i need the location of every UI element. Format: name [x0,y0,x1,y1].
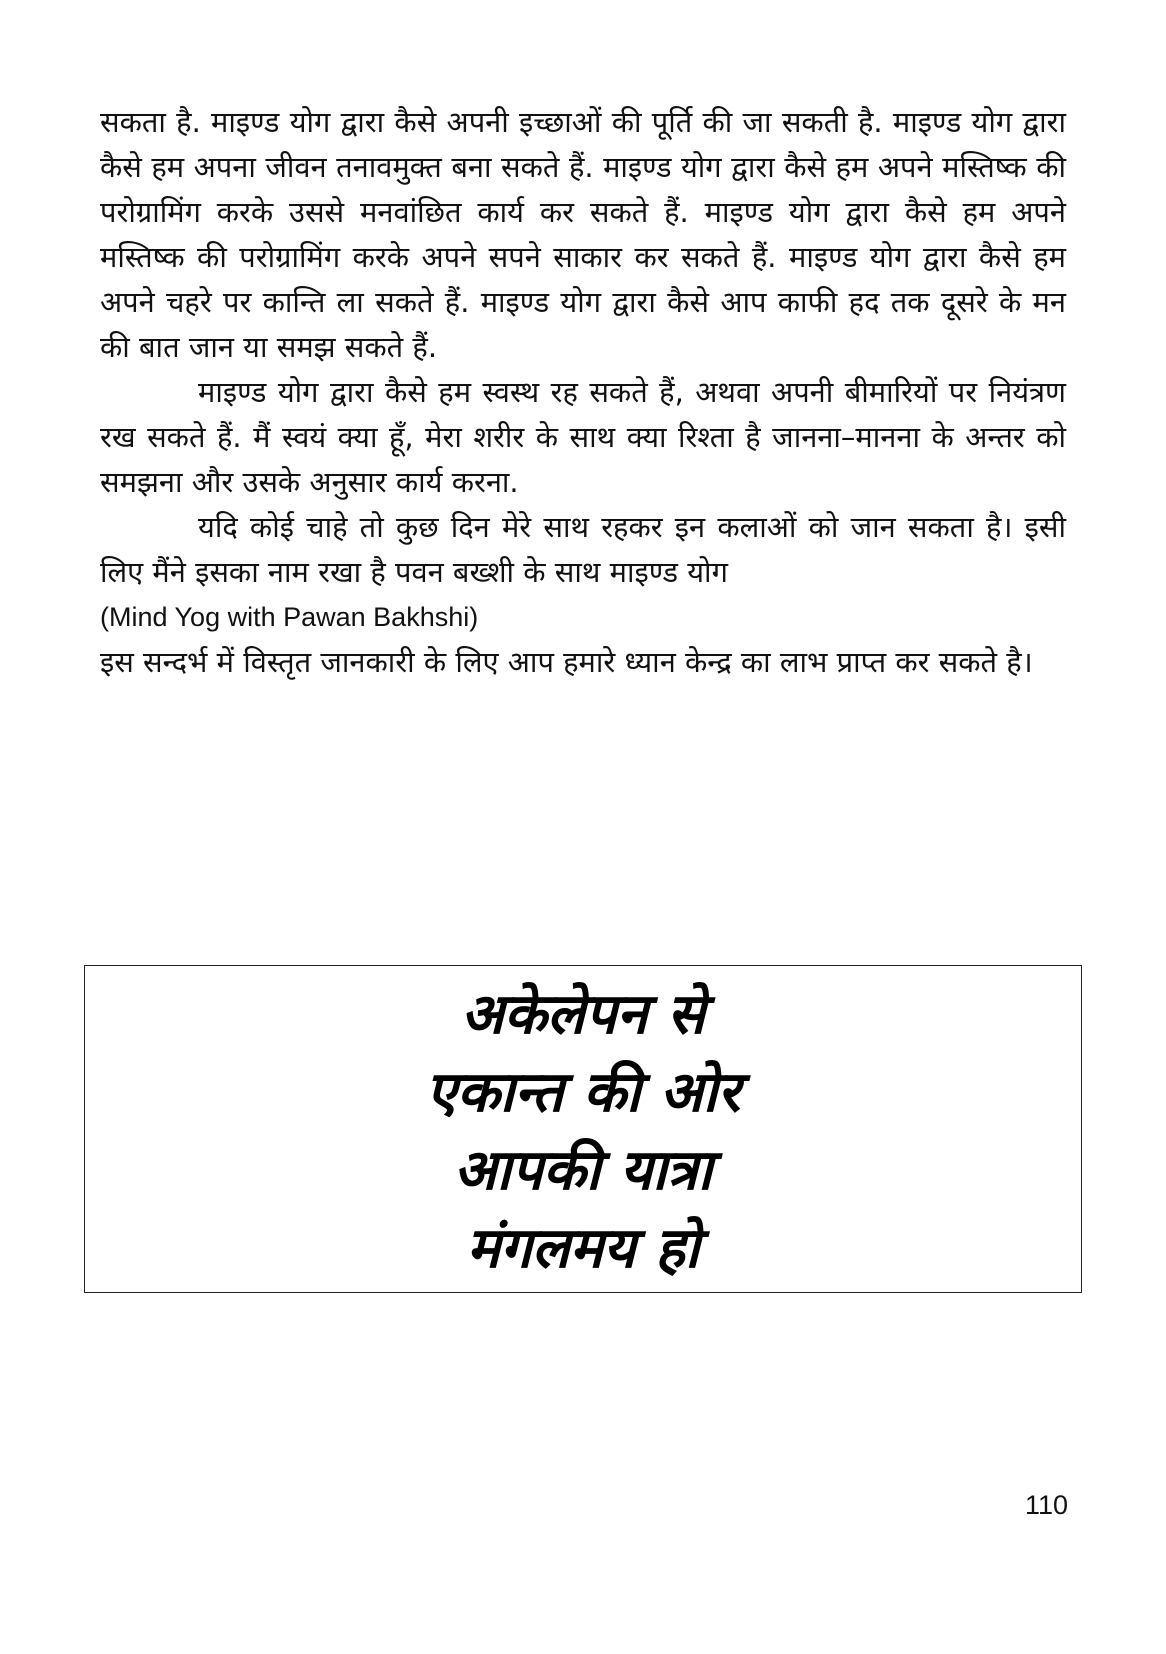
blessing-line-1: अकेलेपन से [460,982,705,1047]
blessing-box [84,965,1082,1293]
paragraph-health-control: माइण्ड योग द्वारा कैसे हम स्वस्थ रह सकते हैं, अथवा अपनी बीमारियों पर नियंत्रण रख सकते हैं. मैं स्वयं क्या हूँ, मेरा शरीर के साथ क्या रिश्ता है जानना–मानना के अन्तर को समझना और उसके अनुसार कार्य करना. [100,375,1066,499]
body-text [100,100,1066,685]
blessing-line-2: एकान्त की ओर [425,1060,741,1125]
blessing-line-3: आपकी यात्रा [453,1138,713,1203]
paragraph-invitation: यदि कोई चाहे तो कुछ दिन मेरे साथ रहकर इन कलाओं को जान सकता है। इसी लिए मैंने इसका नाम रखा है पवन बख्शी के साथ माइण्ड योग [100,510,1066,589]
page-number: 110 [1024,1490,1068,1520]
blessing-line-4: मंगलमय हो [466,1216,700,1281]
english-title-line: (Mind Yog with Pawan Bakhshi) [100,602,479,632]
paragraph-closing: इस सन्दर्भ में विस्तृत जानकारी के लिए आप हमारे ध्यान केन्द्र का लाभ प्राप्त कर सकते है। [100,645,1033,679]
paragraph-mind-yog-benefits: सकता है. माइण्ड योग द्वारा कैसे अपनी इच्छाओं की पूर्ति की जा सकती है. माइण्ड योग द्वारा कैसे हम अपना जीवन तनावमुक्त बना सकते हैं. माइण्ड योग द्वारा कैसे हम अपने मस्तिष्क की परोग्रामिंग करके उससे मनवांछित कार्य कर सकते हैं. माइण्ड योग द्वारा कैसे हम अपने मस्तिष्क की परोग्रामिंग करके अपने सपने साकार कर सकते हैं. माइण्ड योग द्वारा कैसे हम अपने चहरे पर कान्ति ला सकते हैं. माइण्ड योग द्वारा कैसे आप काफी हद तक दूसरे के मन की बात जान या समझ सकते हैं. [100,105,1066,364]
